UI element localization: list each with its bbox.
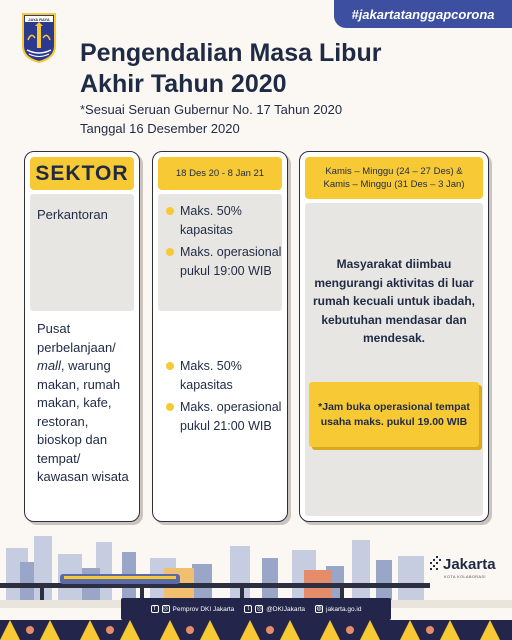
sektor-row-2-italic: mall [37, 358, 61, 373]
period-1-row-1-list [163, 202, 283, 284]
period-2-header-line-2: Kamis – Minggu (31 Des – 3 Jan) [323, 179, 465, 190]
period-2-appeal: Masyarakat diimbau mengurangi aktivitas di luar rumah kecuali untuk ibadah, kebutuhan mendasar dan mendesak. [312, 257, 476, 345]
period-1-row-2-list [163, 357, 283, 439]
twitter-icon: t [244, 605, 252, 613]
footer-twitter[interactable] [244, 605, 305, 613]
footer-facebook-label: Pemprov DKI Jakarta [172, 605, 235, 613]
list-item [163, 202, 283, 239]
instagram-icon: ◎ [256, 606, 262, 612]
period-2-header [305, 157, 483, 199]
bullet-icon [166, 403, 174, 411]
bullet-text: Maks. 50% kapasitas [180, 204, 242, 237]
sektor-row-2 [37, 320, 133, 487]
list-item [163, 243, 283, 280]
period-2-body-bg [305, 203, 483, 516]
period-1-header: 18 Des 20 - 8 Jan 21 [158, 157, 282, 190]
footer-facebook[interactable] [151, 605, 235, 613]
footer-website-label: jakarta.go.id [326, 605, 362, 613]
period-2-card [299, 151, 489, 522]
decorative-pattern-stripe [0, 620, 512, 640]
sektor-row-2-after: , warung makan, rumah makan, kafe, restoran, bioskop dan tempat/ kawasan wisata [37, 358, 129, 484]
footer-twitter-label: @DKIJakarta [266, 605, 306, 613]
jakarta-brand-logo [430, 554, 506, 582]
page-subtitle [80, 100, 440, 138]
emblem-banner-text: JAYA RAYA [28, 17, 50, 22]
bullet-text: Maks. 50% kapasitas [180, 359, 242, 392]
sektor-row-2-before: Pusat perbelanjaan/ [37, 321, 116, 355]
bullet-text: Maks. operasional pukul 21:00 WIB [180, 400, 282, 433]
brand-subtitle: KOTA KOLABORASI [444, 574, 486, 579]
list-item [163, 398, 283, 435]
footer [0, 598, 512, 620]
hashtag-banner: #jakartatanggapcorona [334, 0, 512, 28]
page-title: Pengendalian Masa Libur Akhir Tahun 2020 [80, 39, 382, 98]
globe-icon: ◍ [316, 606, 322, 612]
period-2-header-line-1: Kamis – Minggu (24 – 27 Des) & [325, 166, 463, 177]
sektor-header: SEKTOR [30, 157, 134, 190]
bullet-text: Maks. operasional pukul 19:00 WIB [180, 245, 282, 278]
bullet-icon [166, 248, 174, 256]
jakarta-logo-icon [430, 556, 442, 576]
brand-name: Jakarta [443, 556, 496, 573]
sektor-row-1: Perkantoran [37, 207, 108, 222]
subtitle-regulation: *Sesuai Seruan Gubernur No. 17 Tahun 2020 [80, 102, 343, 117]
period-1-card [152, 151, 288, 522]
footer-bar [121, 598, 391, 620]
jakarta-emblem-icon [21, 12, 57, 64]
list-item [163, 357, 283, 394]
instagram-icon: ◎ [162, 606, 169, 612]
subtitle-date: Tanggal 16 Desember 2020 [80, 121, 240, 136]
bullet-icon [166, 362, 174, 370]
footer-website[interactable] [315, 605, 361, 613]
facebook-icon: f [151, 605, 159, 613]
bullet-icon [166, 207, 174, 215]
period-2-note: *Jam buka operasional tempat usaha maks. pukul 19.00 WIB [309, 382, 479, 447]
sektor-card [24, 151, 140, 522]
